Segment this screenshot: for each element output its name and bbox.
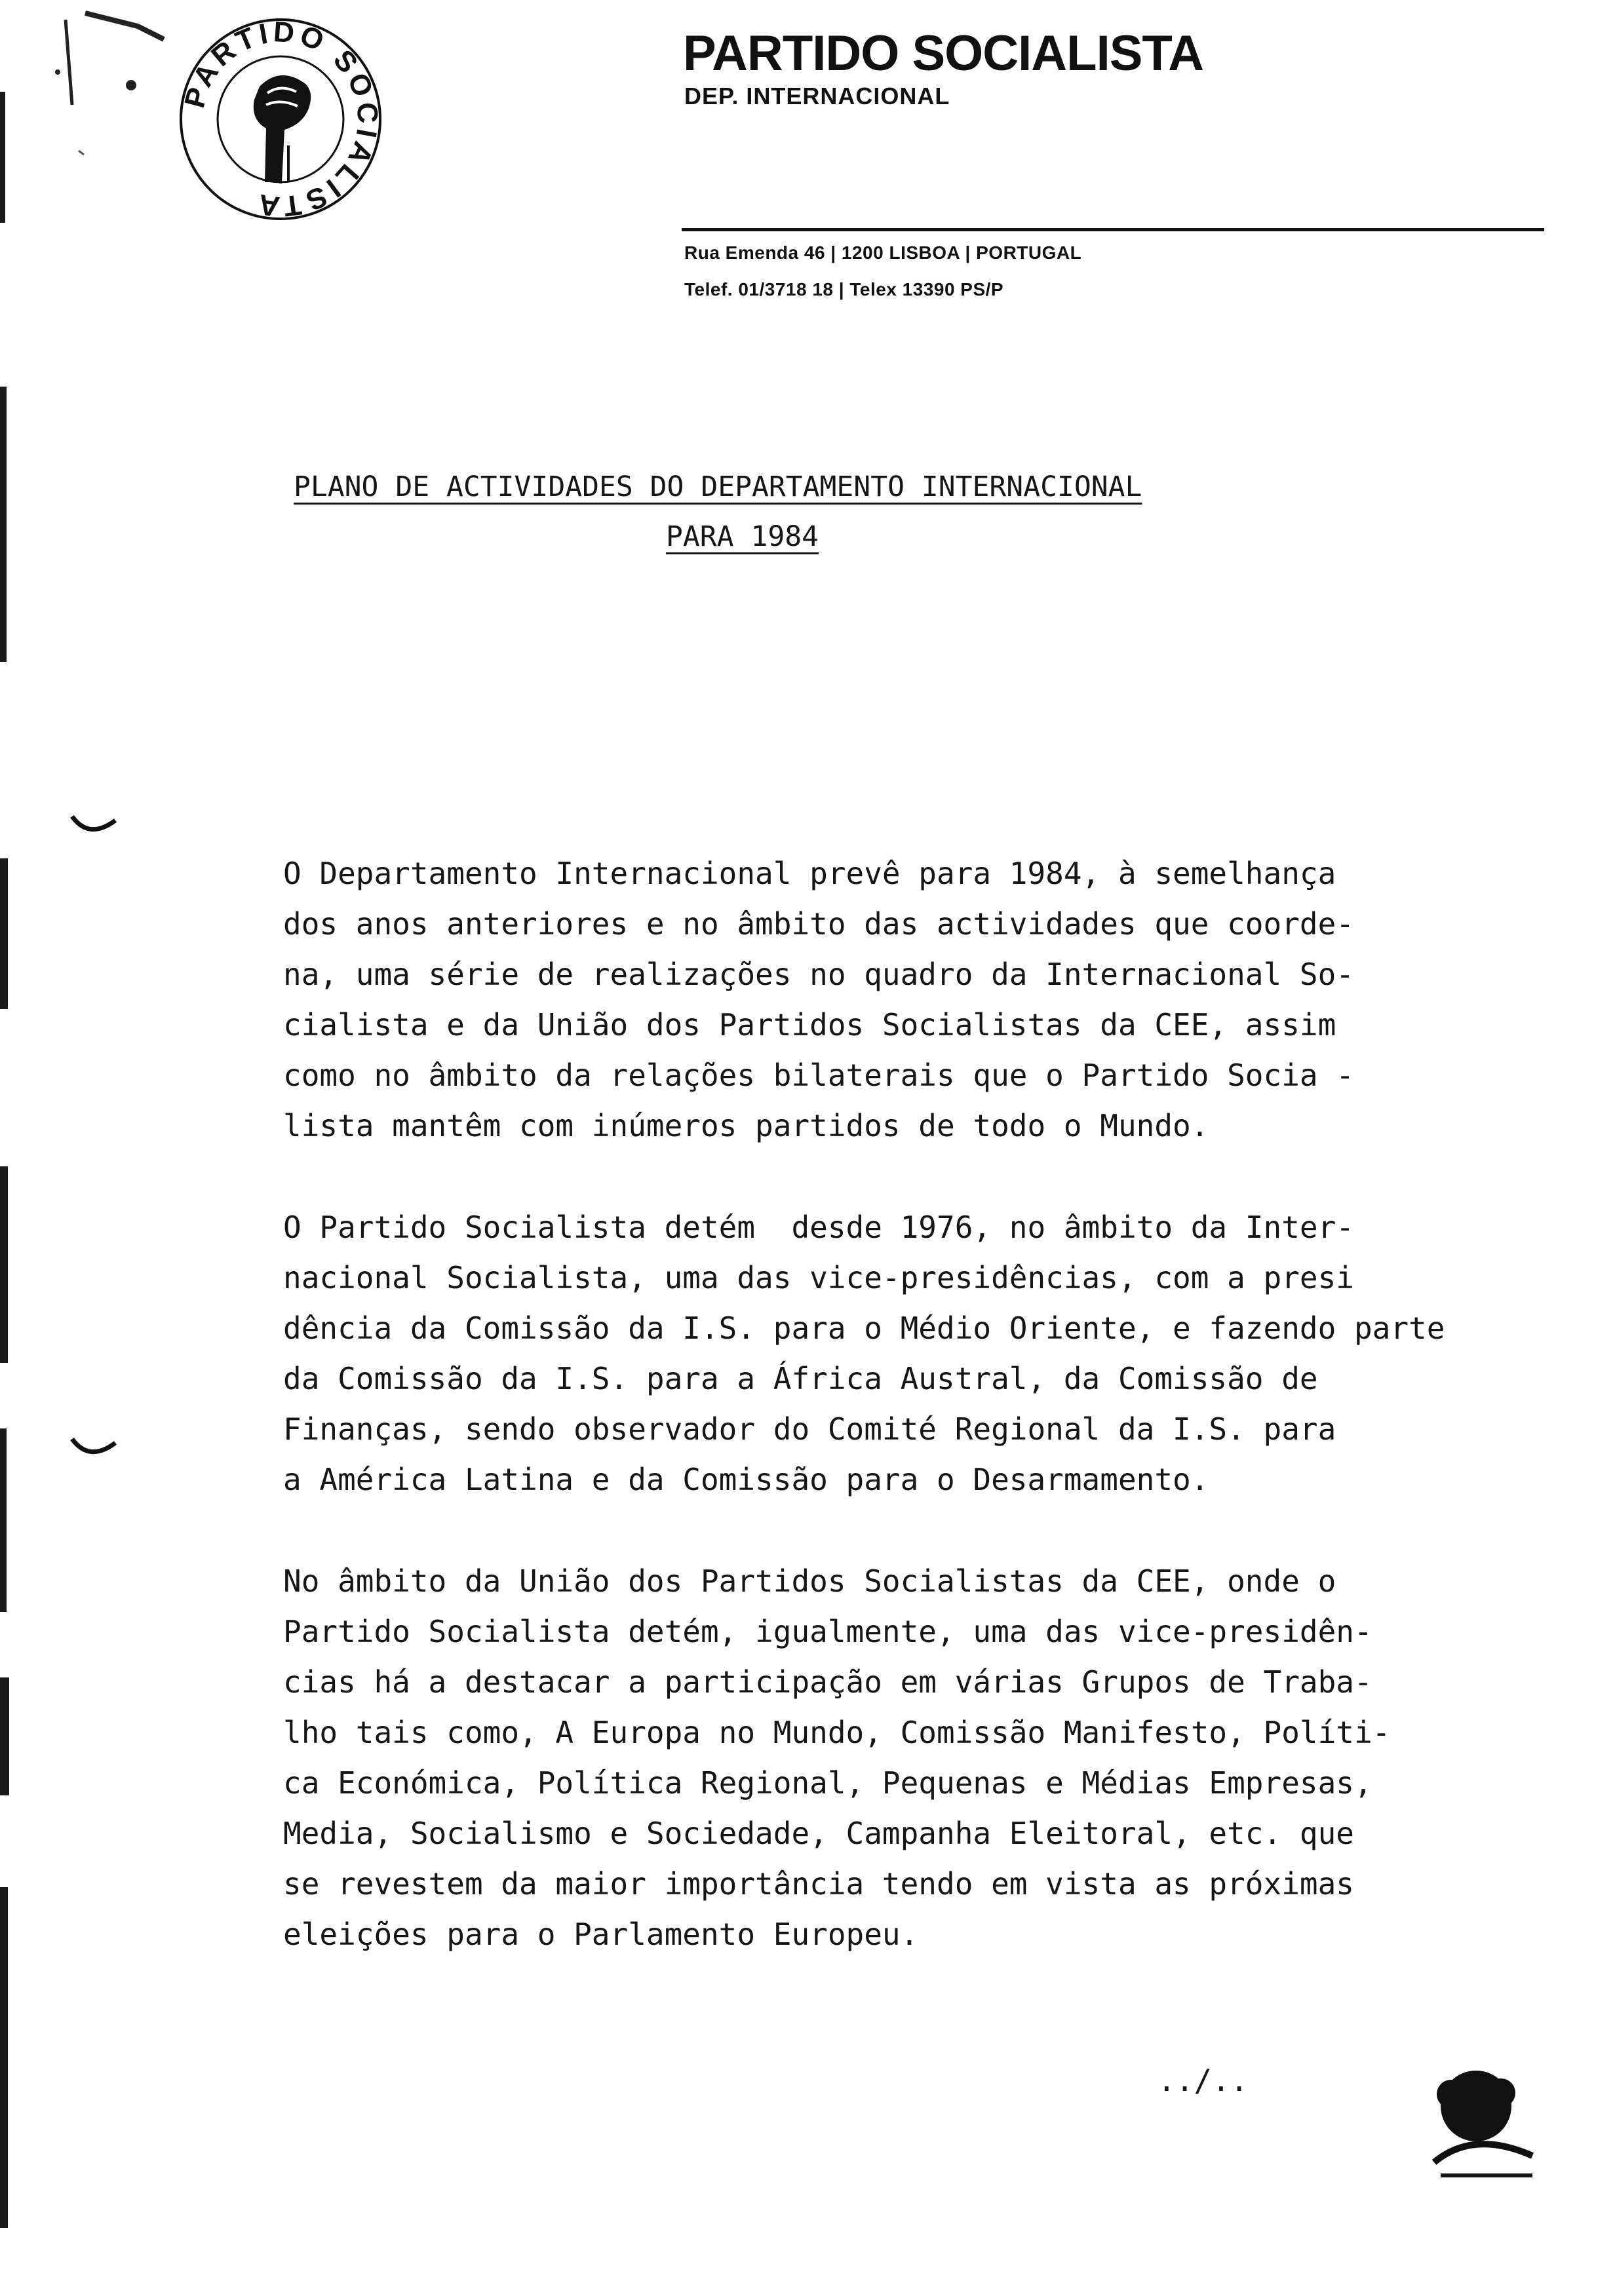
text-line: Finanças, sendo observador do Comité Regional da I.S. para (283, 1411, 1336, 1447)
text-line: se revestem da maior importância tendo em vista as próximas (283, 1866, 1354, 1902)
scan-artifacts (39, 7, 197, 157)
stamp-text: PS (1463, 2150, 1498, 2179)
fist-rose-icon (254, 75, 311, 183)
address-line: Rua Emenda 46 | 1200 LISBOA | PORTUGAL (684, 242, 1082, 263)
logo-ring-text: PARTIDO SOCIALISTA (178, 16, 384, 223)
continuation-marker: ../.. (1158, 2063, 1249, 2098)
text-line: como no âmbito da relações bilaterais que o Partido Socia - (283, 1058, 1354, 1093)
header-rule (682, 228, 1544, 231)
document-title-line-2: PARA 1984 (666, 520, 819, 553)
paragraph-3 (283, 1556, 1528, 1960)
text-line: cialista e da União dos Partidos Socialistas da CEE, assim (283, 1007, 1336, 1043)
text-line: dência da Comissão da I.S. para o Médio Oriente, e fazendo parte (283, 1311, 1445, 1346)
party-logo (176, 14, 385, 224)
text-line: na, uma série de realizações no quadro da Internacional So- (283, 957, 1354, 992)
archive-stamp-icon (1421, 2064, 1546, 2189)
binder-hole-mark (68, 1432, 121, 1472)
text-line: nacional Socialista, uma das vice-presidências, com a presi (283, 1260, 1354, 1295)
text-line: dos anos anteriores e no âmbito das actividades que coorde- (283, 906, 1354, 942)
party-name: PARTIDO SOCIALISTA (683, 26, 1204, 81)
paragraph-2 (283, 1202, 1528, 1505)
text-line: ca Económica, Política Regional, Pequenas e Médias Empresas, (283, 1765, 1372, 1801)
text-line: da Comissão da I.S. para a África Austral, da Comissão de (283, 1361, 1318, 1396)
binder-hole-mark (68, 810, 121, 849)
paragraph-1 (283, 849, 1528, 1151)
text-line: No âmbito da União dos Partidos Socialistas da CEE, onde o (283, 1563, 1336, 1599)
text-line: lho tais como, A Europa no Mundo, Comissão Manifesto, Políti- (283, 1715, 1391, 1750)
text-line: cias há a destacar a participação em várias Grupos de Traba- (283, 1664, 1372, 1700)
document-body (283, 849, 1528, 2011)
text-line: Partido Socialista detém, igualmente, uma das vice-presidên- (283, 1614, 1372, 1649)
text-line: Media, Socialismo e Sociedade, Campanha Eleitoral, etc. que (283, 1816, 1354, 1851)
phone-telex-line: Telef. 01/3718 18 | Telex 13390 PS/P (684, 279, 1004, 299)
text-line: O Partido Socialista detém desde 1976, no âmbito da Inter- (283, 1210, 1354, 1245)
scan-edge (0, 0, 16, 2296)
department-name: DEP. INTERNACIONAL (684, 83, 950, 109)
text-line: eleições para o Parlamento Europeu. (283, 1917, 919, 1952)
document-title-line-1: PLANO DE ACTIVIDADES DO DEPARTAMENTO INTERNACIONAL (294, 470, 1142, 503)
text-line: lista mantêm com inúmeros partidos de todo o Mundo. (283, 1108, 1209, 1143)
text-line: a América Latina e da Comissão para o Desarmamento. (283, 1462, 1209, 1497)
text-line: O Departamento Internacional prevê para 1984, à semelhança (283, 856, 1336, 891)
